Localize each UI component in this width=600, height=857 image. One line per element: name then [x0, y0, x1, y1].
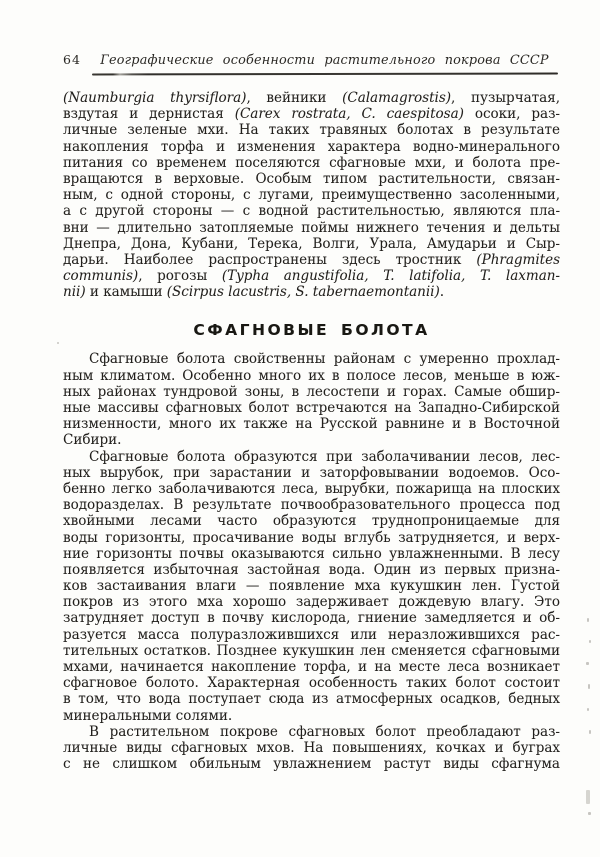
- text-line: личные зеленые мхи. На таких травяных болотах в результате: [63, 122, 560, 139]
- page-number: 64: [63, 52, 81, 67]
- text-line: в том, что вода поступает сюда из атмосферных осадков, бедных: [63, 691, 560, 708]
- text-line: Днепра, Дона, Кубани, Терека, Волги, Урала, Амударьи и Сыр-: [63, 235, 560, 252]
- scan-artifact: [586, 790, 590, 804]
- paragraph: [63, 351, 560, 448]
- text-line: бенно легко заболачиваются леса, вырубки, пожарища на плоских: [63, 480, 560, 497]
- text-line: тительных остатков. Позднее кукушкин лен сменяется сфагновыми: [63, 642, 560, 659]
- text-line: ные массивы сфагновых болот встречаются на Западно-Сибирской: [63, 400, 560, 416]
- paragraph: [63, 449, 560, 724]
- text-line: communis), рогозы (Typha angustifolia, T. latifolia, T. laxman-: [63, 268, 560, 285]
- text-line: ным, с одной стороны, с лугами, преимущественно засоленными,: [63, 187, 560, 204]
- text-line: с не слишком обильным увлажнением растут виды сфагнума: [63, 756, 560, 773]
- text-line: накопления торфа и изменения характера водно-минерального: [63, 138, 560, 155]
- text-line: покров из этого мха хорошо задерживает дождевую влагу. Это: [63, 594, 560, 611]
- text-line: Сфагновые болота свойственны районам с умеренно прохлад-: [89, 351, 560, 368]
- scan-artifact: [589, 730, 591, 734]
- scan-artifact: [57, 342, 59, 344]
- text-line: личные виды сфагновых мхов. На повышениях, кочках и буграх: [63, 739, 560, 756]
- text-line: В растительном покрове сфагновых болот преобладают раз-: [89, 723, 560, 740]
- page-text: [63, 90, 560, 772]
- running-title: Географические особенности растительного покрова СССР: [100, 53, 549, 68]
- text-line: минеральными солями.: [63, 707, 233, 724]
- text-line: водоразделах. В результате почвообразовательного процесса под: [63, 497, 560, 514]
- text-line: вздутая и дернистая (Carex rostrata, C. caespitosa) осоки, раз-: [63, 106, 560, 123]
- text-line: ным климатом. Особенно много их в полосе лесов, меньше в юж-: [63, 367, 560, 384]
- scan-artifact: [588, 684, 590, 689]
- scan-artifact: [587, 618, 589, 622]
- text-line: сфагновое болото. Характерная особенность таких болот состоит: [63, 675, 560, 692]
- paragraph: [63, 724, 560, 773]
- scan-artifact: [588, 812, 591, 815]
- text-line: вни — длительно затопляемые поймы нижнего течения и дельты: [63, 219, 560, 236]
- text-line: питания со временем поселяются сфагновые мхи, и болота пре-: [63, 154, 560, 171]
- scan-artifact: [589, 640, 591, 643]
- text-line: а с другой стороны — с водной растительностью, являются пла-: [63, 203, 560, 220]
- text-line: ных вырубок, при зарастании и заторфовывании водоемов. Осо-: [63, 464, 560, 481]
- text-line: затрудняет доступ в почву кислорода, гниение замедляется и об-: [63, 610, 560, 627]
- text-line: Сфагновые болота образуются при заболачивании лесов, лес-: [89, 448, 560, 465]
- text-line: ков застаивания влаги — появление мха кукушкин лен. Густой: [63, 578, 560, 595]
- text-line: низменности, много их также на Русской равнине и в Восточной: [63, 416, 560, 433]
- scan-artifact: [587, 708, 589, 711]
- text-line: ных районах тундровой зоны, в лесостепи и горах. Самые обшир-: [63, 383, 560, 400]
- section-heading: СФАГНОВЫЕ БОЛОТА: [193, 321, 430, 340]
- text-line: воды горизонты, просачивание воды вглубь затрудняется, и верх-: [63, 529, 560, 546]
- running-head: [63, 52, 560, 68]
- text-line: nii) и камыши (Scirpus lacustris, S. tabernaemontanii).: [63, 284, 445, 301]
- text-line: Сибири.: [63, 432, 122, 449]
- text-line: дарьи. Наиболее распространены здесь тростник (Phragmites: [63, 251, 560, 268]
- text-line: хвойными лесами часто образуются труднопроницаемые для: [63, 513, 560, 530]
- text-line: вращаются в верховые. Особым типом растительности, связан-: [63, 170, 560, 187]
- text-line: ние горизонты почвы оказываются сильно увлажненными. В лесу: [63, 545, 560, 562]
- text-line: (Naumburgia thyrsiflora), вейники (Calamagrostis), пузырчатая,: [63, 90, 560, 106]
- text-line: разуется масса полуразложившихся или неразложившихся рас-: [63, 626, 560, 643]
- header-rule: [92, 73, 558, 76]
- paragraph: [63, 90, 560, 300]
- text-line: появляется избыточная застойная вода. Один из первых призна-: [63, 561, 560, 578]
- text-line: мхами, начинается накопление торфа, и на месте леса возникает: [63, 659, 560, 675]
- scan-artifact: [586, 662, 589, 665]
